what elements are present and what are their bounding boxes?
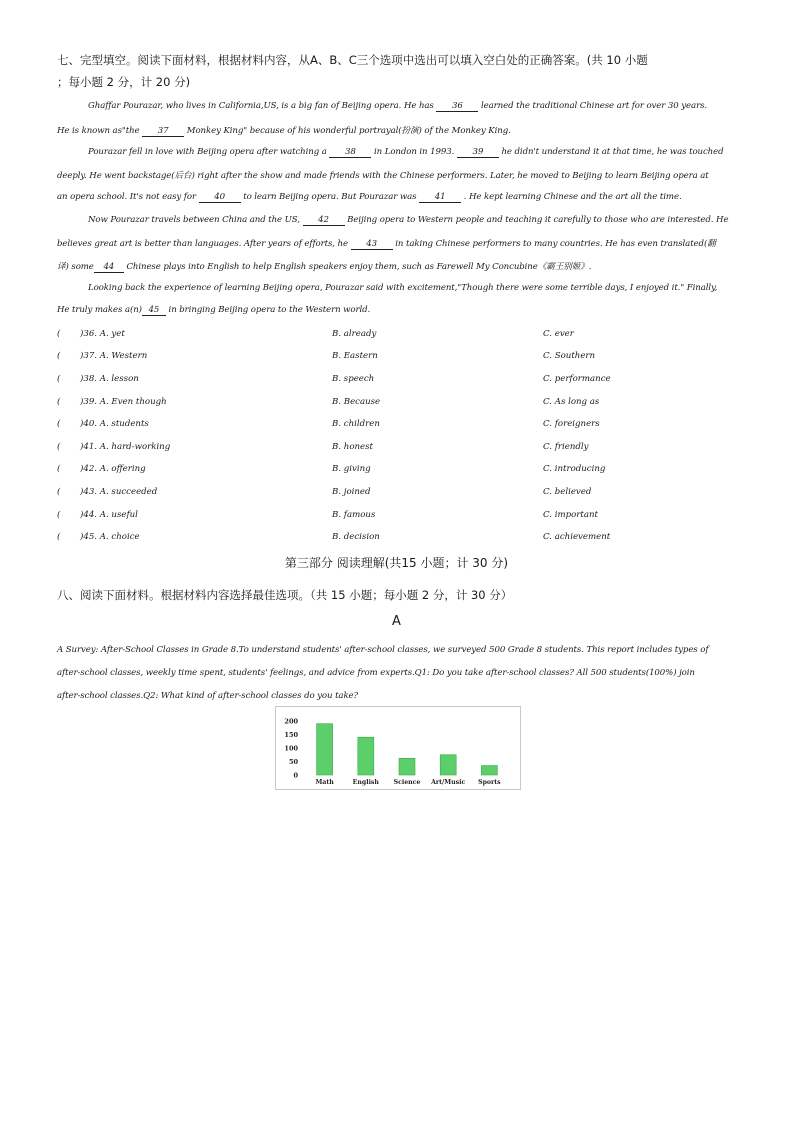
blank-37: 37 <box>142 126 184 137</box>
option-a: )44. A. useful <box>80 510 138 520</box>
text-run: an opera school. It's not easy for <box>57 192 199 202</box>
option-c: C. friendly <box>543 442 589 452</box>
part3-title: 第三部分 阅读理解(共15 小题；计 30 分) <box>284 556 509 570</box>
bar-chart-svg <box>276 707 520 789</box>
y-tick-label: 150 <box>284 731 298 739</box>
option-c: C. As long as <box>543 397 600 407</box>
text-run: 译) some <box>57 262 94 272</box>
option-row-43 <box>57 487 747 501</box>
option-a: )36. A. yet <box>80 329 125 339</box>
option-b: B. famous <box>332 510 376 520</box>
option-row-39 <box>57 397 747 411</box>
answer-paren[interactable]: ( <box>57 374 61 384</box>
text-run: in taking Chinese performers to many countries. He has even translated(翻 <box>392 239 716 249</box>
option-a: )43. A. succeeded <box>80 487 158 497</box>
option-b: B. joined <box>332 487 371 497</box>
blank-42: 42 <box>303 215 345 226</box>
x-tick-label: Art/Music <box>431 779 466 786</box>
passage-letter-a: A <box>392 614 401 629</box>
option-a: )42. A. offering <box>80 464 146 474</box>
x-tick-label: Sports <box>478 779 501 786</box>
passage-p3-line1 <box>88 215 748 226</box>
y-tick-label: 100 <box>284 744 298 753</box>
option-c: C. important <box>543 510 598 520</box>
option-a: )45. A. choice <box>80 532 140 542</box>
bar-art-music <box>440 755 456 775</box>
answer-paren[interactable]: ( <box>57 487 61 497</box>
after-school-classes-chart <box>275 706 521 790</box>
answer-paren[interactable]: ( <box>57 329 61 339</box>
x-tick-label: Math <box>315 779 334 786</box>
option-row-37 <box>57 351 747 365</box>
survey-line3: after-school classes.Q2: What kind of after-school classes do you take? <box>57 691 359 701</box>
passage-p4-line1: Looking back the experience of learning Beijing opera, Pourazar said with excitement,"Though there were some terrible days, I enjoyed it." Finally, <box>88 283 718 293</box>
option-c: C. achievement <box>543 532 611 542</box>
answer-paren[interactable]: ( <box>57 351 61 361</box>
x-tick-label: English <box>352 779 379 786</box>
text-run: Monkey King" because of his wonderful portrayal(扮演) of the Monkey King. <box>184 126 511 136</box>
blank-44: 44 <box>94 262 124 273</box>
option-b: B. Because <box>332 397 381 407</box>
y-tick-label: 0 <box>293 771 298 780</box>
option-row-38 <box>57 374 747 388</box>
section7-heading-line1: 七、完型填空。阅读下面材料，根据材料内容，从A、B、C三个选项中选出可以填入空白处的正确答案。(共 10 小题 <box>57 53 648 67</box>
option-row-44 <box>57 510 747 524</box>
y-tick-label: 50 <box>288 758 298 766</box>
x-tick-label: Science <box>393 779 421 786</box>
option-a: )38. A. lesson <box>80 374 139 384</box>
passage-p2-line3 <box>57 192 747 203</box>
option-row-45 <box>57 532 747 546</box>
passage-p4-line2 <box>57 305 747 316</box>
blank-43: 43 <box>351 239 393 250</box>
option-b: B. children <box>332 419 380 429</box>
text-run: in bringing Beijing opera to the Western world. <box>165 305 371 315</box>
text-run: . He kept learning Chinese and the art all the time. <box>461 192 682 202</box>
text-run: in London in 1993. <box>371 147 457 157</box>
option-row-40 <box>57 419 747 433</box>
option-a: )41. A. hard-working <box>80 442 171 452</box>
option-c: C. believed <box>543 487 592 497</box>
text-run: he didn't understand it at that time, he was touched <box>498 147 724 157</box>
option-b: B. giving <box>332 464 371 474</box>
option-b: B. decision <box>332 532 380 542</box>
option-a: )39. A. Even though <box>80 397 167 407</box>
blank-39: 39 <box>457 147 499 158</box>
blank-36: 36 <box>436 101 478 112</box>
option-b: B. Eastern <box>332 351 378 361</box>
answer-paren[interactable]: ( <box>57 510 61 520</box>
y-tick-label: 200 <box>284 717 298 726</box>
section7-heading-line2: ；每小题 2 分，计 20 分) <box>57 75 191 89</box>
text-run: He is known as"the <box>57 126 143 136</box>
bar-sports <box>481 766 497 775</box>
blank-45: 45 <box>142 305 166 316</box>
passage-p3-line3 <box>57 260 747 273</box>
blank-40: 40 <box>199 192 241 203</box>
bar-math <box>317 724 333 775</box>
text-run: Chinese plays into English to help English speakers enjoy them, such as Farewell My Concubine《霸王别姬》. <box>123 262 592 272</box>
text-run: Beijing opera to Western people and teaching it carefully to those who are interested. He <box>344 215 729 225</box>
option-c: C. foreigners <box>543 419 600 429</box>
text-run: Ghaffar Pourazar, who lives in California,US, is a big fan of Beijing opera. He has <box>88 101 437 111</box>
option-c: C. performance <box>543 374 611 384</box>
bar-english <box>358 737 374 775</box>
text-run: Now Pourazar travels between China and the US, <box>88 215 303 225</box>
blank-38: 38 <box>329 147 371 158</box>
passage-p1-line1 <box>88 101 748 112</box>
passage-p1-line2 <box>57 124 747 137</box>
passage-p3-line2 <box>57 237 747 250</box>
text-run: Pourazar fell in love with Beijing opera after watching a <box>88 147 330 157</box>
option-b: B. honest <box>332 442 373 452</box>
option-a: )40. A. students <box>80 419 149 429</box>
option-c: C. introducing <box>543 464 606 474</box>
survey-line1: A Survey: After-School Classes in Grade 8.To understand students' after-school classes, we surveyed 500 Grade 8 students. This report includes types of <box>57 645 709 655</box>
text-run: He truly makes a(n) <box>57 305 142 315</box>
section8-heading: 八、阅读下面材料。根据材料内容选择最佳选项。（共 15 小题；每小题 2 分，计 30 分） <box>57 588 513 602</box>
text-run: learned the traditional Chinese art for over 30 years. <box>478 101 708 111</box>
option-b: B. speech <box>332 374 375 384</box>
text-run: believes great art is better than languages. After years of efforts, he <box>57 239 351 249</box>
passage-p2-line2: deeply. He went backstage(后台) right after the show and made friends with the Chinese performers. Later, he moved to Beijing to learn Beijing opera at <box>57 171 709 181</box>
option-a: )37. A. Western <box>80 351 148 361</box>
answer-paren[interactable]: ( <box>57 397 61 407</box>
answer-paren[interactable]: ( <box>57 419 61 429</box>
option-row-42 <box>57 464 747 478</box>
option-c: C. ever <box>543 329 574 339</box>
answer-paren[interactable]: ( <box>57 532 61 542</box>
bar-science <box>399 758 415 775</box>
text-run: to learn Beijing opera. But Pourazar was <box>240 192 420 202</box>
option-row-36 <box>57 329 747 343</box>
survey-line2: after-school classes, weekly time spent, students' feelings, and advice from experts.Q1: Do you take after-school classes? All 500 students(100%) join <box>57 668 695 678</box>
option-row-41 <box>57 442 747 456</box>
answer-paren[interactable]: ( <box>57 464 61 474</box>
option-b: B. already <box>332 329 377 339</box>
option-c: C. Southern <box>543 351 596 361</box>
answer-paren[interactable]: ( <box>57 442 61 452</box>
blank-41: 41 <box>419 192 461 203</box>
passage-p2-line1 <box>88 147 748 158</box>
